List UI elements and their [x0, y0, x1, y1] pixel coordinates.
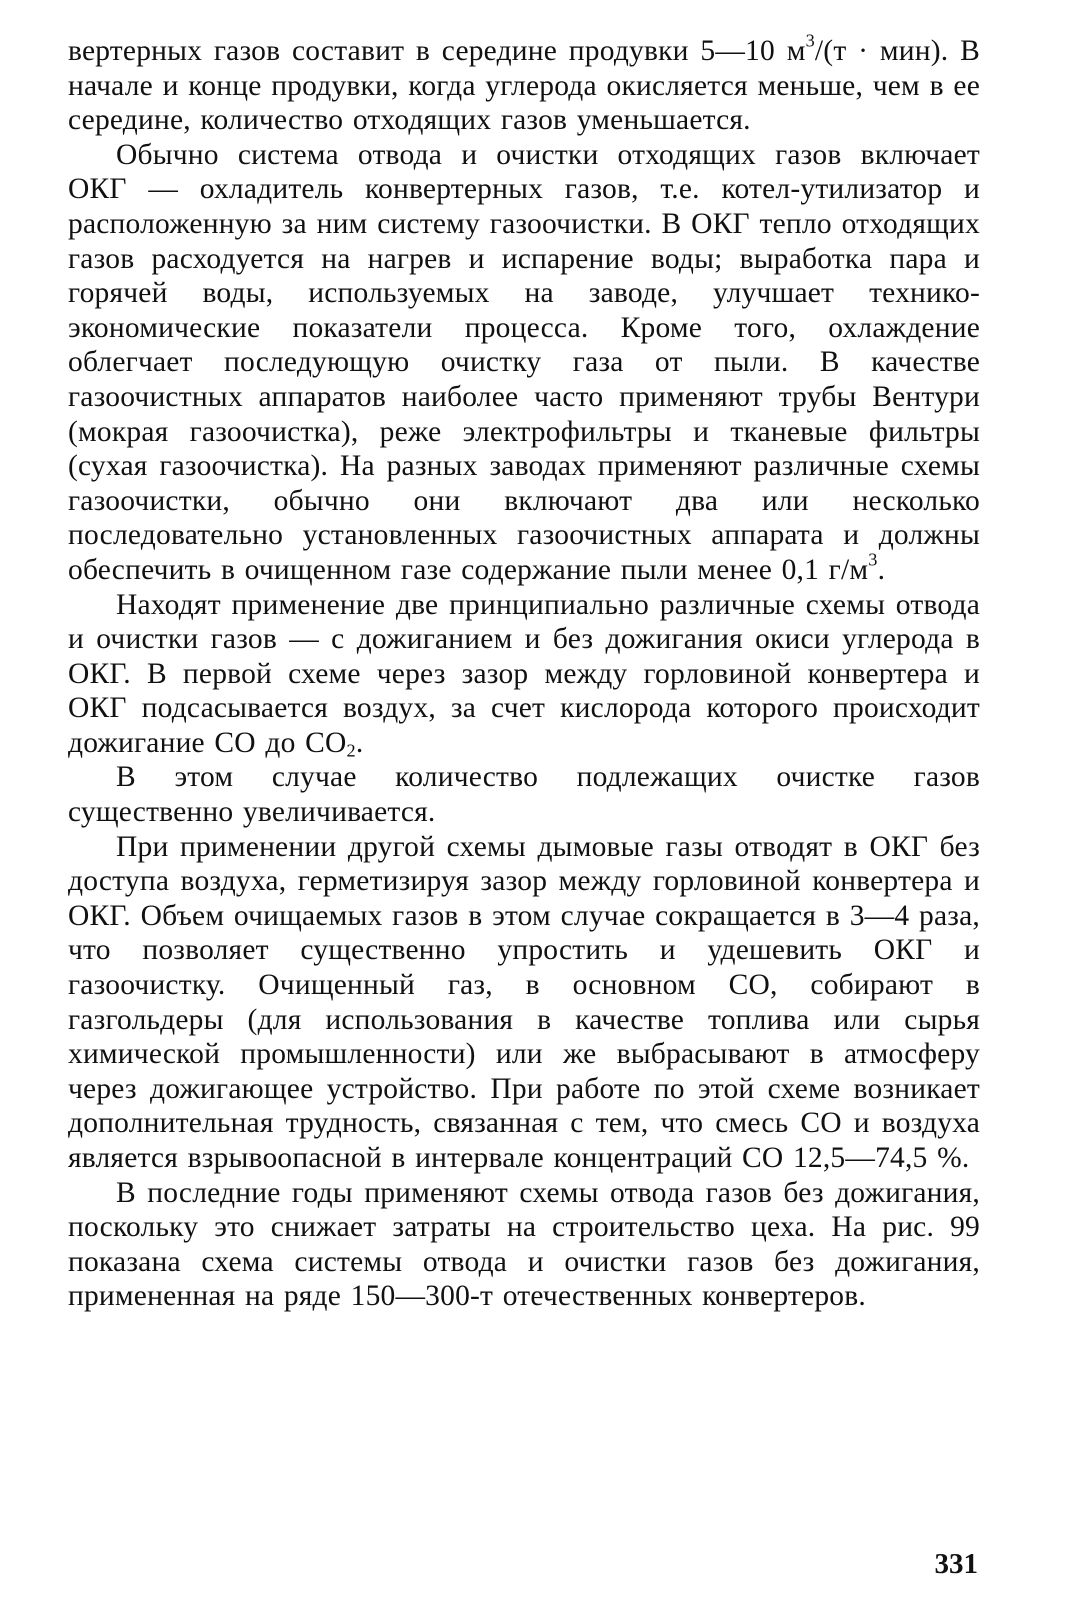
body-text [68, 30, 980, 1314]
text-run: Обычно система отвода и очистки отходящих газов включает ОКГ — охладитель конвертерных газов, т.е. котел-утилизатор и расположенную за ним систему газоочистки. В ОКГ тепло отходящих газов расходуется на нагрев и испарение воды; выработка пара и горячей воды, используемых на заводе, улучшает технико-экономические показатели процесса. Кроме того, охлаждение облегчает последующую очистку газа от пыли. В качестве газоочистных аппаратов наиболее часто применяют трубы Вентури (мокрая газоочистка), реже электрофильтры и тканевые фильтры (сухая газоочистка). На разных заводах применяют различные схемы газоочистки, обычно они включают два или несколько последовательно установленных газоочистных аппарата и должны обеспечить в очищенном газе содержание пыли менее 0,1 г/м [68, 138, 980, 586]
superscript: 3 [805, 30, 815, 51]
paragraph-4 [68, 760, 980, 829]
paragraph-3 [68, 588, 980, 761]
text-run: При применении другой схемы дымовые газы отводят в ОКГ без доступа воздуха, герметизируя зазор между горловиной конвертера и ОКГ. Объем очищаемых газов в этом случае сокращается в 3—4 раза, что позволяет существенно упростить и удешевить ОКГ и газоочистку. Очищенный газ, в основном CO, собирают в газгольдеры (для использования в качестве топлива или сырья химической промышленности) или же выбрасывают в атмосферу через дожигающее устройство. При работе по этой схеме возникает дополнительная трудность, связанная с тем, что смесь CO и воздуха является взрывоопасной в интервале концентраций CO 12,5—74,5 %. [68, 830, 980, 1174]
paragraph-5 [68, 830, 980, 1176]
text-run: . [877, 553, 886, 586]
superscript: 3 [868, 549, 878, 570]
text-run: Находят применение две принципиально различные схемы отвода и очистки газов — с дожиганием и без дожигания окиси углерода в ОКГ. В первой схеме через зазор между горловиной конвертера и ОКГ подсасывается воздух, за счет кислорода которого происходит дожигание CO до CO [68, 588, 980, 759]
text-run: . [355, 726, 364, 759]
text-run: В последние годы применяют схемы отвода газов без дожигания, поскольку это снижает затраты на строительство цеха. На рис. 99 показана схема системы отвода и очистки газов без дожигания, примененная на ряде 150—300-т отечественных конвертеров. [68, 1176, 980, 1313]
text-run: /(т · мин). В начале и конце продувки, когда углерода окисляется меньше, чем в ее середине, количество отходящих газов уменьшается. [68, 35, 980, 137]
paragraph-6 [68, 1176, 980, 1314]
paragraph-2 [68, 138, 980, 588]
page-number: 331 [934, 1548, 978, 1580]
paragraph-1 [68, 30, 980, 138]
subscript: 2 [346, 740, 356, 761]
text-run: В этом случае количество подлежащих очистке газов существенно увеличивается. [68, 761, 980, 829]
text-run: вертерных газов составит в середине продувки 5—10 м [68, 35, 806, 67]
